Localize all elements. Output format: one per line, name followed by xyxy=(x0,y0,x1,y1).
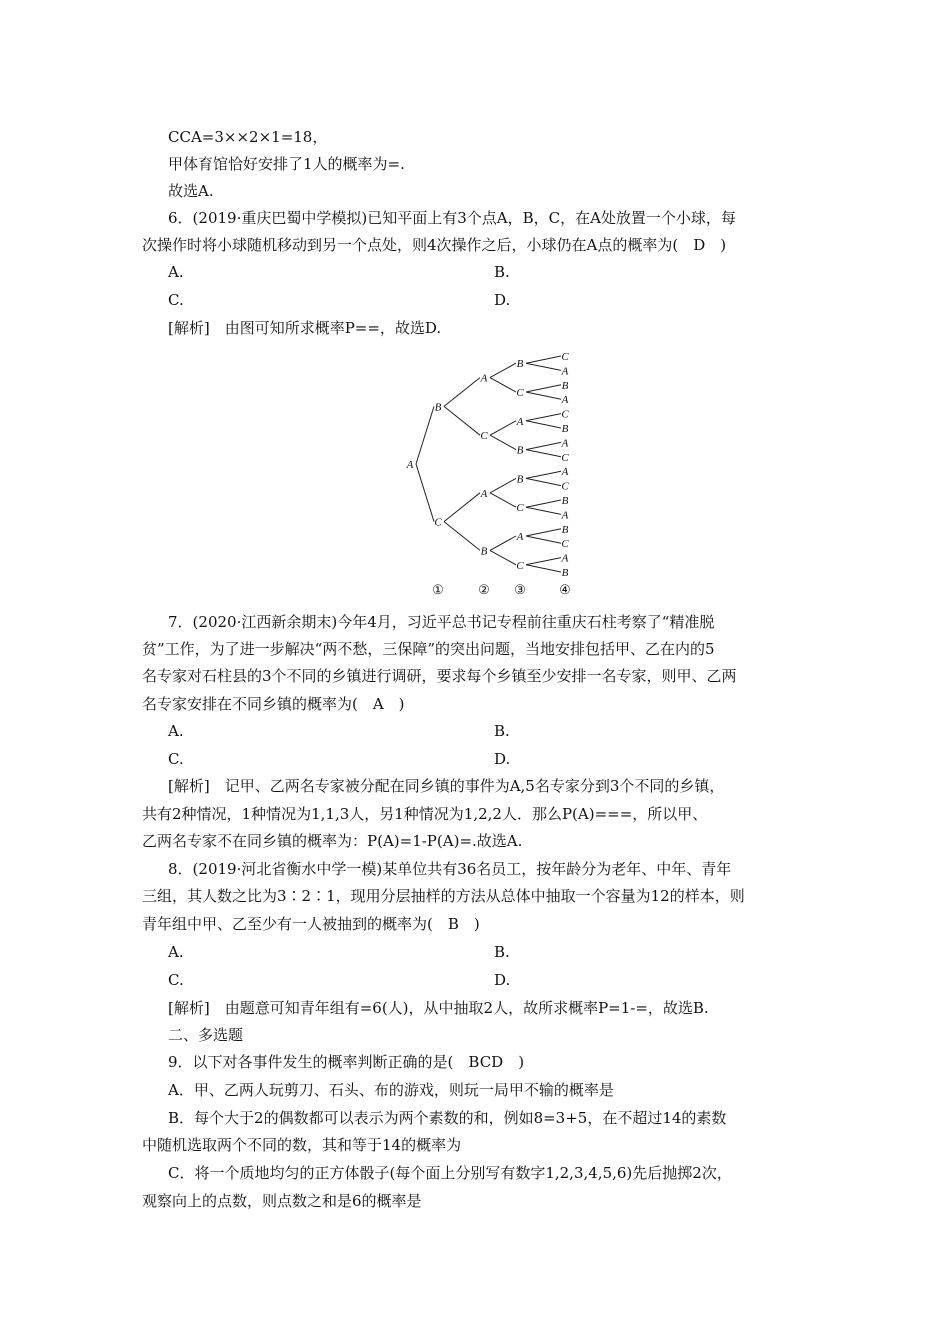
tree-node-root: A xyxy=(406,459,414,471)
tree-edge xyxy=(444,493,480,522)
question-7-line2: 贫”工作，为了进一步解决“两不愁，三保障”的突出问题，当地安排包括甲、乙在内的5 xyxy=(142,640,715,658)
text-line: 故选A. xyxy=(168,182,214,200)
tree-edge xyxy=(526,421,561,428)
tree-node-level1: B xyxy=(434,401,442,414)
q6-solution: [解析] 由图可知所求概率P==，故选D. xyxy=(168,319,442,337)
tree-edge xyxy=(490,550,516,564)
tree-level-label: ④ xyxy=(559,582,571,597)
question-8-line3: 青年组中甲、乙至少有一人被抽到的概率为( B ) xyxy=(142,915,480,933)
tree-edge xyxy=(526,507,561,514)
tree-edge xyxy=(416,406,434,464)
tree-node-level3: C xyxy=(516,559,524,572)
probability-tree-diagram xyxy=(398,348,588,602)
q6-option-b: B. xyxy=(494,263,510,281)
tree-node-leaf: B xyxy=(561,495,569,507)
tree-node-leaf: B xyxy=(561,523,569,536)
tree-edge xyxy=(526,529,561,536)
tree-node-leaf: C xyxy=(561,451,569,464)
tree-edge xyxy=(444,522,480,551)
tree-node-leaf: C xyxy=(561,351,569,363)
q8-option-d: D. xyxy=(494,971,511,989)
tree-edge xyxy=(490,421,516,435)
tree-node-leaf: B xyxy=(561,567,569,579)
tree-node-level3: C xyxy=(516,502,524,515)
question-6-line1: 6．(2019·重庆巴蜀中学模拟)已知平面上有3个点A，B，C，在A处放置一个小球，每 xyxy=(168,209,736,227)
q8-option-c: C. xyxy=(168,971,184,989)
question-7-line4: 名专家安排在不同乡镇的概率为( A ) xyxy=(142,695,405,713)
question-7-line1: 7．(2020·江西新余期末)今年4月，习近平总书记专程前往重庆石柱考察了“精准脱 xyxy=(168,613,715,631)
tree-node-level2: A xyxy=(480,487,488,500)
question-8-line1: 8．(2019·河北省衡水中学一模)某单位共有36名员工，按年龄分为老年、中年、青年 xyxy=(168,860,732,878)
section-heading: 二、多选题 xyxy=(168,1026,244,1044)
tree-node-leaf: A xyxy=(561,466,569,479)
tree-node-level3: B xyxy=(516,444,524,457)
q7-solution-line1: [解析] 记甲、乙两名专家被分配在同乡镇的事件为A,5名专家分到3个不同的乡镇， xyxy=(168,777,725,795)
tree-edge xyxy=(416,464,434,522)
tree-edge xyxy=(526,363,561,370)
q7-option-a: A. xyxy=(168,722,184,740)
tree-edge xyxy=(490,536,516,550)
q8-option-b: B. xyxy=(494,943,510,961)
q7-solution-line3: 乙两名专家不在同乡镇的概率为：P(A)=1-P(A)=.故选A. xyxy=(142,832,523,850)
tree-node-level3: B xyxy=(516,358,524,371)
q9-option-b-line1: B．每个大于2的偶数都可以表示为两个素数的和，例如8=3+5，在不超过14的素数 xyxy=(168,1109,727,1127)
tree-edge xyxy=(526,478,561,485)
tree-edge xyxy=(444,406,480,435)
tree-level-label: ① xyxy=(432,582,444,597)
tree-node-leaf: C xyxy=(561,538,569,551)
tree-edge xyxy=(526,558,561,565)
tree-node-leaf: B xyxy=(561,379,569,392)
q6-option-a: A. xyxy=(168,263,184,281)
q7-option-d: D. xyxy=(494,750,511,768)
tree-node-level3: A xyxy=(516,415,524,428)
tree-node-leaf: B xyxy=(561,423,569,435)
tree-edge xyxy=(526,356,561,363)
text-line: 甲体育馆恰好安排了1人的概率为=. xyxy=(168,155,405,173)
tree-edge xyxy=(526,471,561,478)
tree-node-leaf: A xyxy=(561,509,569,522)
q7-option-c: C. xyxy=(168,750,184,768)
tree-edge xyxy=(444,378,480,407)
tree-edge xyxy=(526,442,561,449)
tree-node-level3: B xyxy=(516,473,524,486)
q9-option-a: A．甲、乙两人玩剪刀、石头、布的游戏，则玩一局甲不输的概率是 xyxy=(168,1081,614,1099)
tree-node-level2: B xyxy=(480,545,488,558)
tree-level-label: ② xyxy=(478,582,490,597)
question-6-line2: 次操作时将小球随机移动到另一个点处，则4次操作之后，小球仍在A点的概率为( D ) xyxy=(142,236,727,254)
tree-node-level3: C xyxy=(516,387,524,399)
q8-solution: [解析] 由题意可知青年组有=6(人)，从中抽取2人，故所求概率P=1-=，故选B. xyxy=(168,999,709,1017)
tree-edge xyxy=(490,478,516,492)
tree-edge xyxy=(490,378,516,392)
tree-node-level3: A xyxy=(516,531,524,543)
tree-edge xyxy=(490,493,516,507)
tree-edge xyxy=(490,435,516,449)
text-line: CCA=3××2×1=18， xyxy=(168,128,328,146)
tree-node-leaf: A xyxy=(561,365,569,378)
tree-level-label: ③ xyxy=(514,582,526,597)
tree-node-leaf: A xyxy=(561,552,569,565)
tree-edge xyxy=(526,385,561,392)
tree-edge xyxy=(526,500,561,507)
tree-node-level2: A xyxy=(480,372,488,385)
q6-option-d: D. xyxy=(494,291,511,309)
tree-node-level2: C xyxy=(480,430,488,443)
q6-option-c: C. xyxy=(168,291,184,309)
tree-edge xyxy=(526,536,561,543)
tree-edge xyxy=(526,392,561,399)
tree-node-leaf: C xyxy=(561,480,569,493)
tree-edge xyxy=(526,414,561,421)
question-8-line2: 三组，其人数之比为3∶2∶1，现用分层抽样的方法从总体中抽取一个容量为12的样本，则 xyxy=(142,887,745,905)
question-9: 9．以下对各事件发生的概率判断正确的是( BCD ) xyxy=(168,1053,525,1071)
tree-node-leaf: A xyxy=(561,437,569,450)
tree-edge xyxy=(526,450,561,457)
tree-edge xyxy=(526,565,561,572)
q9-option-b-line2: 中随机选取两个不同的数，其和等于14的概率为 xyxy=(142,1136,462,1154)
question-7-line3: 名专家对石柱县的3个不同的乡镇进行调研，要求每个乡镇至少安排一名专家，则甲、乙两 xyxy=(142,667,737,685)
q7-solution-line2: 共有2种情况，1种情况为1,1,3人，另1种情况为1,2,2人．那么P(A)===，所以甲、 xyxy=(142,805,708,823)
q7-option-b: B. xyxy=(494,722,510,740)
tree-edge xyxy=(490,363,516,377)
tree-node-leaf: A xyxy=(561,394,569,407)
q8-option-a: A. xyxy=(168,943,184,961)
q9-option-c-line1: C．将一个质地均匀的正方体骰子(每个面上分别写有数字1,2,3,4,5,6)先后抛掷2次， xyxy=(168,1164,732,1182)
tree-node-leaf: C xyxy=(561,408,569,421)
tree-node-level1: C xyxy=(434,516,442,529)
q9-option-c-line2: 观察向上的点数，则点数之和是6的概率是 xyxy=(142,1192,422,1210)
